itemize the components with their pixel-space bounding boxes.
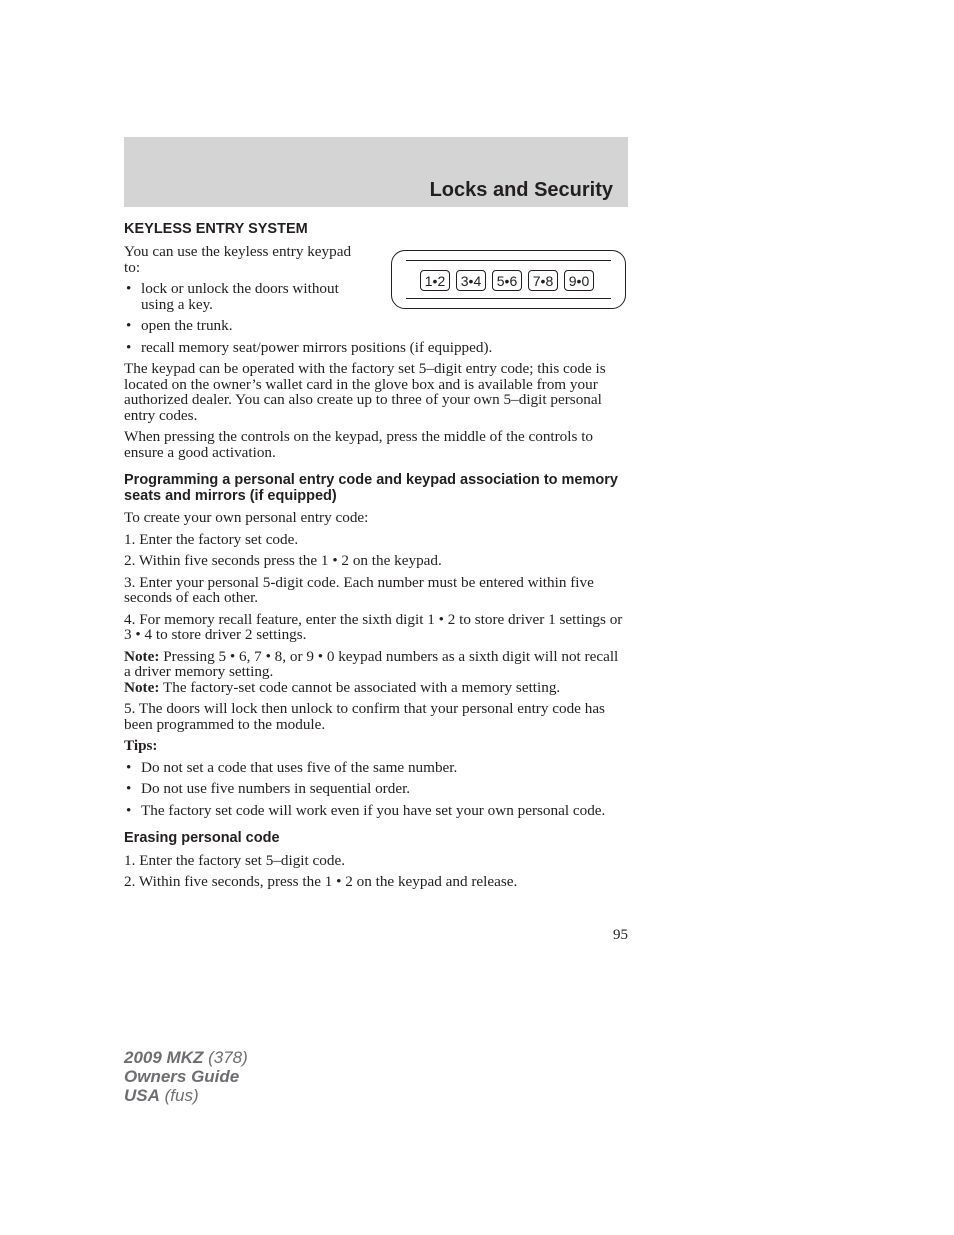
erasing-step-2: 2. Within five seconds, press the 1 • 2 on the keypad and release. <box>124 873 518 890</box>
list-item: • open the trunk. <box>126 317 233 334</box>
page-number: 95 <box>613 927 628 943</box>
note-2: Note: The factory-set code cannot be associated with a memory setting. <box>124 678 561 696</box>
tips-list <box>124 760 628 819</box>
list-item: • Do not use five numbers in sequential order. <box>126 780 411 797</box>
keypad-key-9-0: 9•0 <box>564 270 594 291</box>
bullet-icon: • <box>126 780 132 797</box>
programming-intro: To create your own personal entry code: <box>124 509 369 526</box>
keypad-key-7-8: 7•8 <box>528 270 558 291</box>
programming-step-2: 2. Within five seconds press the 1 • 2 on the keypad. <box>124 552 442 569</box>
footer-line-guide: Owners Guide <box>124 1067 240 1086</box>
programming-step-3: 3. Enter your personal 5-digit code. Each number must be entered within five seconds of each other. <box>124 573 594 606</box>
list-item: • lock or unlock the doors without using a key. <box>126 280 339 313</box>
keypad-key-5-6: 5•6 <box>492 270 522 291</box>
programming-step-1: 1. Enter the factory set code. <box>124 530 299 548</box>
erasing-step-1: 1. Enter the factory set 5–digit code. <box>124 851 345 869</box>
bullet-icon: • <box>126 317 132 334</box>
section-header-band <box>124 137 628 207</box>
bullet-icon: • <box>126 758 132 776</box>
programming-heading: Programming a personal entry code and keypad association to memory seats and mirrors (if equipped) <box>124 472 618 504</box>
tips-label: Tips: <box>124 737 158 754</box>
document-footer <box>124 1048 248 1105</box>
programming-step-4: 4. For memory recall feature, enter the sixth digit 1 • 2 to store driver 1 settings or 3 • 4 to store driver 2 settings. <box>124 610 623 643</box>
keyless-entry-heading: KEYLESS ENTRY SYSTEM <box>124 221 308 237</box>
bullet-icon: • <box>126 801 132 819</box>
page-content <box>124 221 628 896</box>
keypad-press-paragraph: When pressing the controls on the keypad, press the middle of the controls to ensure a good activation. <box>124 428 594 461</box>
factory-code-paragraph: The keypad can be operated with the factory set 5–digit entry code; this code is located on the owner’s wallet card in the glove box and is available from your authorized dealer. You can also create up to three of your own 5–digit personal entry codes. <box>124 360 606 424</box>
notes <box>124 649 628 696</box>
note-label: Note: <box>124 678 160 696</box>
keypad-key-3-4: 3•4 <box>456 270 486 291</box>
bullet-icon: • <box>126 338 132 356</box>
bullet-icon: • <box>126 280 132 297</box>
list-item: • recall memory seat/power mirrors positions (if equipped). <box>126 338 493 356</box>
footer-line-market: USA (fus) <box>124 1086 199 1105</box>
keypad-key-1-2: 1•2 <box>420 270 450 291</box>
programming-step-5: 5. The doors will lock then unlock to confirm that your personal entry code has been programmed to the module. <box>124 700 605 733</box>
keyless-entry-intro: You can use the keyless entry keypad to: <box>124 243 352 276</box>
list-item: • The factory set code will work even if you have set your own personal code. <box>126 801 606 819</box>
list-item: • Do not set a code that uses five of the same number. <box>126 758 458 776</box>
note-label: Note: <box>124 647 160 665</box>
section-title: Locks and Security <box>429 179 613 201</box>
keyless-entry-bullets <box>124 281 628 355</box>
note-1: Note: Pressing 5 • 6, 7 • 8, or 9 • 0 keypad numbers as a sixth digit will not recall a driver memory setting. <box>124 647 619 680</box>
erasing-heading: Erasing personal code <box>124 830 280 846</box>
footer-line-model: 2009 MKZ (378) <box>124 1048 248 1067</box>
